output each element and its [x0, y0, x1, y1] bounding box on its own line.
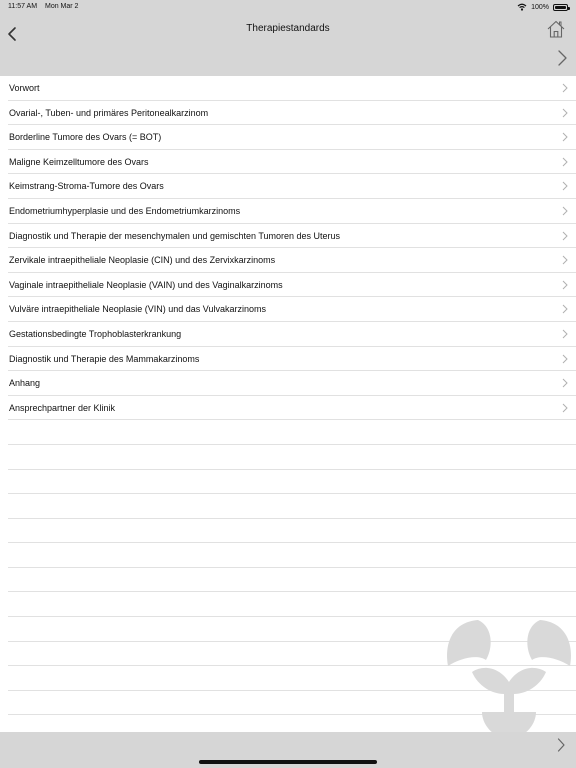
empty-row: [8, 494, 576, 519]
empty-row: [8, 592, 576, 617]
list-item-label: Diagnostik und Therapie des Mammakarzinoms: [9, 353, 200, 364]
list-item[interactable]: [8, 224, 576, 249]
chevron-right-icon: [562, 403, 568, 413]
home-indicator[interactable]: [199, 760, 377, 764]
battery-icon: [553, 4, 568, 11]
status-date: Mon Mar 2: [45, 3, 79, 10]
list-item[interactable]: [8, 371, 576, 396]
list-item-label: Maligne Keimzelltumore des Ovars: [9, 156, 149, 167]
list-item-label: Diagnostik und Therapie der mesenchymalen und gemischten Tumoren des Uterus: [9, 230, 341, 241]
list-item[interactable]: [8, 396, 576, 421]
list-item[interactable]: [8, 125, 576, 150]
chevron-right-icon: [562, 108, 568, 118]
status-bar: [0, 0, 576, 14]
status-right: [517, 3, 568, 11]
chevron-right-icon: [562, 378, 568, 388]
chevron-right-icon: [562, 206, 568, 216]
battery-percent: 100%: [531, 3, 549, 11]
chevron-right-icon: [562, 329, 568, 339]
empty-row: [8, 445, 576, 470]
list-item[interactable]: [8, 297, 576, 322]
chevron-right-icon: [562, 354, 568, 364]
list-item[interactable]: [8, 347, 576, 372]
empty-row: [8, 420, 576, 445]
chevron-right-icon: [562, 181, 568, 191]
list-item-label: Borderline Tumore des Ovars (= BOT): [9, 132, 162, 143]
chevron-right-icon[interactable]: [556, 49, 568, 67]
list-item-label: Vaginale intraepitheliale Neoplasie (VAIN) und des Vaginalkarzinoms: [9, 279, 283, 290]
navigation-bar: [0, 14, 576, 76]
list-item-label: Gestationsbedingte Trophoblasterkrankung: [9, 328, 182, 339]
chevron-right-icon: [562, 255, 568, 265]
list-item-label: Ovarial-, Tuben- und primäres Peritonealkarzinom: [9, 107, 209, 118]
chevron-right-icon: [562, 83, 568, 93]
list-item-label: Vorwort: [9, 83, 40, 93]
chevron-right-icon[interactable]: [556, 737, 566, 753]
empty-row: [8, 519, 576, 544]
list-item-label: Zervikale intraepitheliale Neoplasie (CIN) und des Zervixkarzinoms: [9, 255, 276, 266]
chevron-right-icon: [562, 157, 568, 167]
list-item[interactable]: [8, 101, 576, 126]
chevron-right-icon: [562, 304, 568, 314]
wifi-icon: [517, 3, 527, 11]
page-title: Therapiestandards: [246, 23, 330, 34]
list-item-label: Ansprechpartner der Klinik: [9, 402, 116, 413]
list-item[interactable]: [8, 273, 576, 298]
status-time: 11:57 AM: [8, 3, 38, 10]
chevron-right-icon: [562, 231, 568, 241]
home-icon[interactable]: [546, 19, 566, 39]
list-item-label: Vulväre intraepitheliale Neoplasie (VIN) und das Vulvakarzinoms: [9, 304, 266, 315]
list-item[interactable]: [8, 150, 576, 175]
empty-row: [8, 470, 576, 495]
list-item-label: Endometriumhyperplasie und des Endometriumkarzinoms: [9, 205, 241, 216]
empty-row: [8, 568, 576, 593]
chevron-right-icon: [562, 132, 568, 142]
clinic-logo: [442, 616, 576, 738]
list-item-label: Keimstrang-Stroma-Tumore des Ovars: [9, 181, 164, 192]
list-item[interactable]: [8, 322, 576, 347]
empty-row: [8, 543, 576, 568]
list-item[interactable]: [8, 199, 576, 224]
list-item-label: Anhang: [9, 378, 41, 389]
list-item[interactable]: [8, 76, 576, 101]
list-item[interactable]: [8, 174, 576, 199]
list-item[interactable]: [8, 248, 576, 273]
chevron-right-icon: [562, 280, 568, 290]
